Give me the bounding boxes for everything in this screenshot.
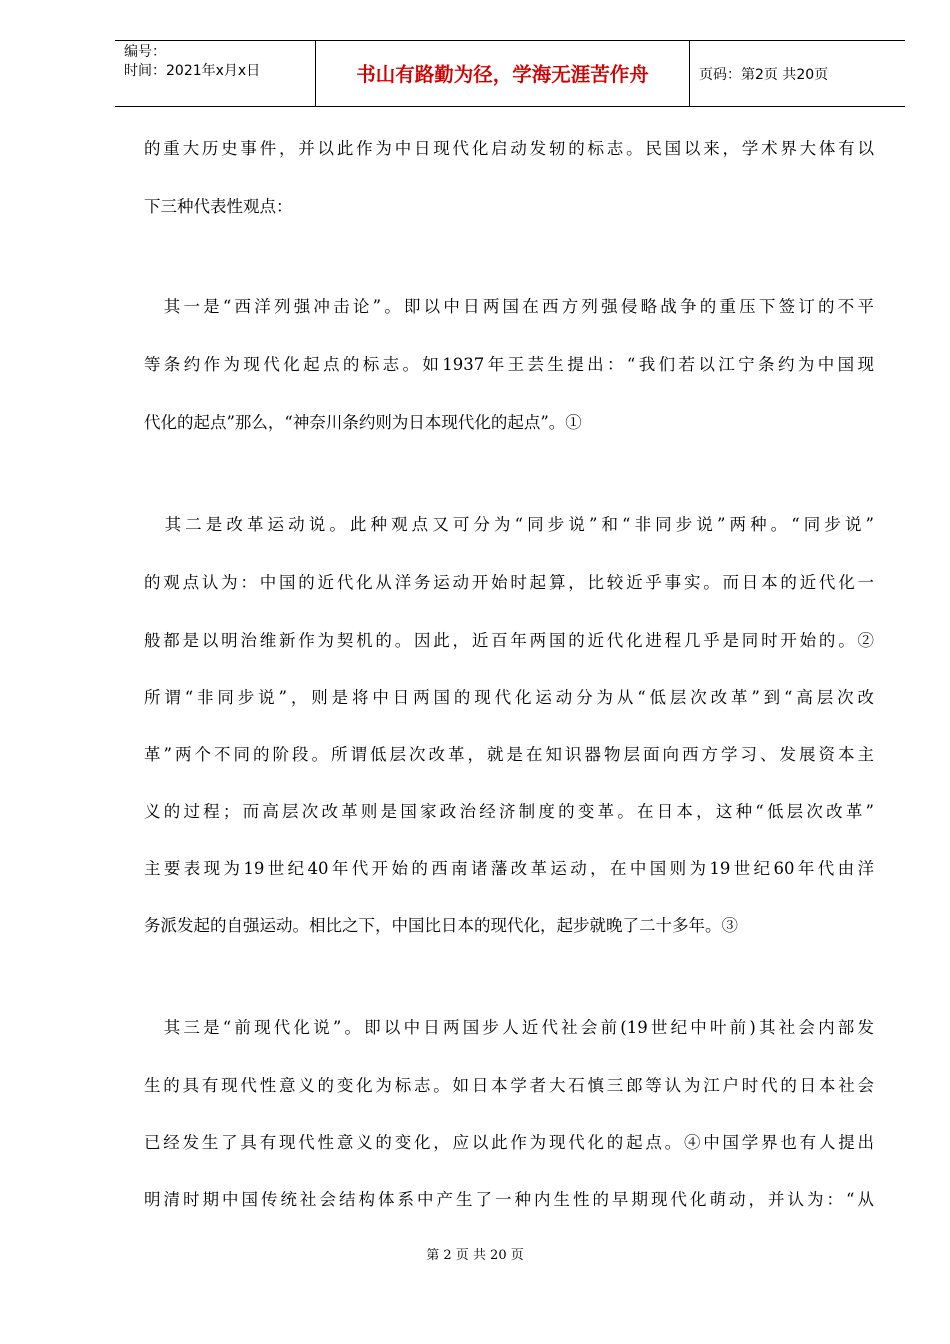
header-motto-cell xyxy=(316,41,690,106)
body-line: 义的过程；而高层次改革则是国家政治经济制度的变革。在日本，这种“低层次改革” xyxy=(144,802,874,821)
body-line: 务派发起的自强运动。相比之下，中国比日本的现代化，起步就晚了二十多年。③ xyxy=(144,916,738,935)
body-line: 其二是改革运动说。此种观点又可分为“同步说”和“非同步说”两种。“同步说” xyxy=(144,515,874,534)
header-page-code: 页码：第2页 共20页 xyxy=(699,67,829,83)
document-date-label: 时间：2021年x月x日 xyxy=(124,63,261,79)
body-line: 明清时期中国传统社会结构体系中产生了一种内生性的早期现代化萌动，并认为：“从 xyxy=(144,1190,874,1209)
page-header xyxy=(115,40,905,107)
document-number-label: 编号： xyxy=(124,44,166,60)
body-line: 其三是“前现代化说”。即以中日两国步人近代社会前(19世纪中叶前)其社会内部发 xyxy=(144,1018,874,1037)
body-line: 已经发生了具有现代性意义的变化，应以此作为现代化的起点。④中国学界也有人提出 xyxy=(144,1133,874,1152)
body-line: 所谓“非同步说”，则是将中日两国的现代化运动分为从“低层次改革”到“高层次改 xyxy=(144,688,874,707)
page-footer: 第 2 页 共 20 页 xyxy=(426,1248,524,1263)
body-line: 其一是“西洋列强冲击论”。即以中日两国在西方列强侵略战争的重压下签订的不平 xyxy=(144,297,874,316)
body-line: 的重大历史事件，并以此作为中日现代化启动发轫的标志。民国以来，学术界大体有以 xyxy=(144,139,874,158)
body-line: 主要表现为19世纪40年代开始的西南诸藩改革运动，在中国则为19世纪60年代由洋 xyxy=(144,859,874,878)
body-line: 的观点认为：中国的近代化从洋务运动开始时起算，比较近乎事实。而日本的近代化一 xyxy=(144,573,874,592)
header-motto: 书山有路勤为径，学海无涯苦作舟 xyxy=(356,63,649,86)
body-line: 代化的起点”那么，“神奈川条约则为日本现代化的起点”。① xyxy=(144,413,582,432)
header-meta-cell xyxy=(115,41,316,106)
body-line: 下三种代表性观点： xyxy=(144,197,293,216)
body-line: 等条约作为现代化起点的标志。如1937年王芸生提出：“我们若以江宁条约为中国现 xyxy=(144,355,874,374)
body-line: 革”两个不同的阶段。所谓低层次改革，就是在知识器物层面向西方学习、发展资本主 xyxy=(144,745,874,764)
header-page-cell xyxy=(690,41,905,106)
body-line: 生的具有现代性意义的变化为标志。如日本学者大石慎三郎等认为江户时代的日本社会 xyxy=(144,1076,874,1095)
body-line: 般都是以明治维新作为契机的。因此，近百年两国的近代化进程几乎是同时开始的。② xyxy=(144,631,874,650)
